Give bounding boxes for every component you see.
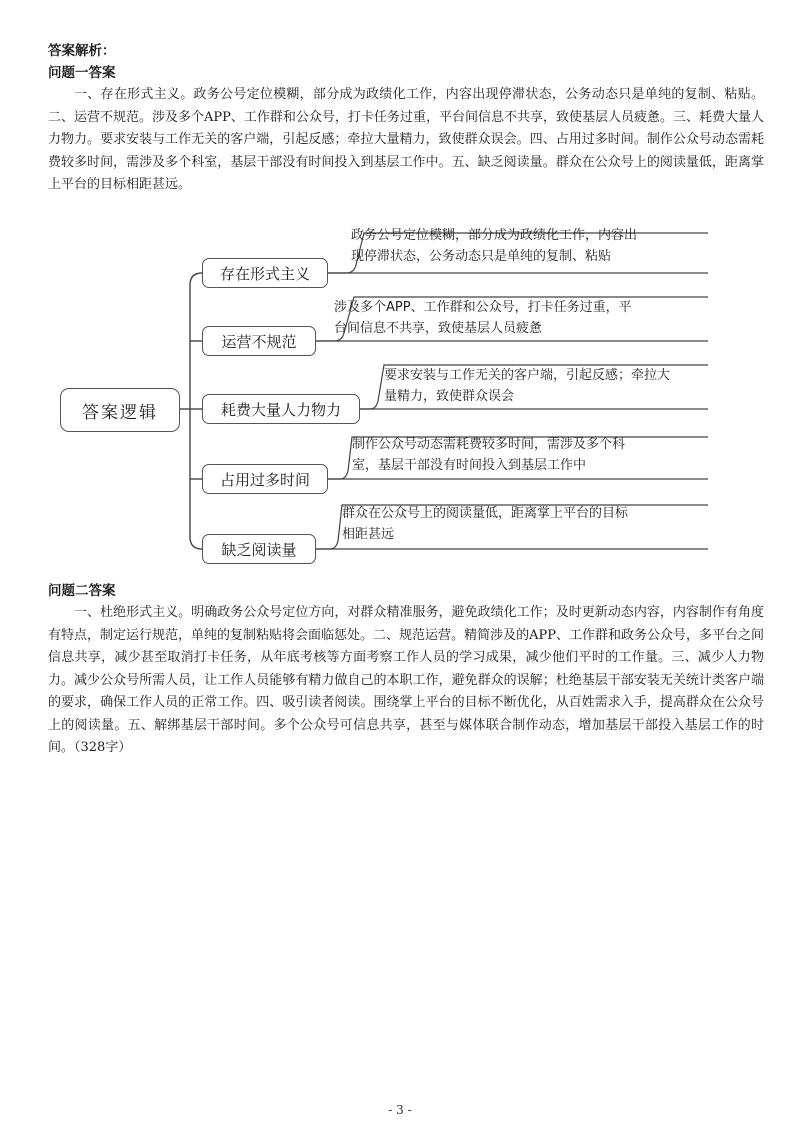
leaf-detail-resource-cost [384, 365, 670, 407]
leaf-line: 政务公号定位模糊，部分成为政绩化工作，内容出 [351, 228, 638, 243]
leaf-detail-low-readership [342, 503, 628, 545]
question-2-answer: 一、杜绝形式主义。明确政务公众号定位方向，对群众精准服务，避免政绩化工作；及时更新动态内容，内容制作有角度有特点，制定运行规范，单纯的复制粘贴将会面临惩处。二、规范运营。精简涉及的APP、工作群和政务公众号，多平台之间信息共享，减少甚至取消打卡任务，从年底考核等方面考察工作人员的学习成果，减少他们平时的工作量。三、减少人力物力。减少公众号所需人员，让工作人员能够有精力做自己的本职工作，避免群众的误解；杜绝基层干部安装无关统计类客户端的要求，确保工作人员的正常工作。四、吸引读者阅读。围绕掌上平台的目标不断优化，从百姓需求入手，提高群众在公众号上的阅读量。五、解绑基层干部时间。多个公众号可信息共享，甚至与媒体联合制作动态，增加基层干部投入基层工作的时间。（328字） [48, 605, 764, 755]
branch-node-low-readership: 缺乏阅读量 [202, 534, 316, 564]
question-1-answer: 一、存在形式主义。政务公号定位模糊，部分成为政绩化工作，内容出现停滞状态，公务动态只是单纯的复制、粘贴。二、运营不规范。涉及多个APP、工作群和公众号，打卡任务过重，平台间信息不共享，致使基层人员疲惫。三、耗费大量人力物力。要求安装与工作无关的客户端，引起反感；牵拉大量精力，致使群众误会。四、占用过多时间。制作公众号动态需耗费较多时间，需涉及多个科室，基层干部没有时间投入到基层工作中。五、缺乏阅读量。群众在公众号上的阅读量低，距离掌上平台的目标相距甚远。 [48, 87, 764, 192]
question-2-heading: 问题二答案 [48, 583, 116, 599]
leaf-line: 相距甚远 [342, 527, 395, 542]
mindmap-root-node: 答案逻辑 [60, 388, 180, 432]
leaf-detail-irregular-operation [334, 297, 632, 339]
leaf-line: 制作公众号动态需耗费较多时间，需涉及多个科 [352, 437, 626, 452]
leaf-line: 群众在公众号上的阅读量低，距离掌上平台的目标 [342, 506, 629, 521]
leaf-line: 台间信息不共享，致使基层人员疲惫 [334, 321, 543, 336]
leaf-detail-formalism [351, 225, 637, 267]
leaf-detail-time-consumption [352, 434, 625, 476]
leaf-line: 要求安装与工作无关的客户端，引起反感；牵拉大 [384, 368, 671, 383]
question-1-heading: 问题一答案 [48, 65, 116, 81]
leaf-line: 涉及多个APP、工作群和公众号，打卡任务过重，平 [334, 300, 632, 315]
branch-node-resource-cost: 耗费大量人力物力 [202, 394, 360, 424]
leaf-line: 室，基层干部没有时间投入到基层工作中 [352, 458, 587, 473]
document-body [48, 40, 764, 197]
branch-node-irregular-operation: 运营不规范 [202, 326, 316, 356]
answer-analysis-title: 答案解析： [48, 43, 116, 59]
leaf-line: 量精力，致使群众误会 [384, 389, 515, 404]
branch-node-time-consumption: 占用过多时间 [202, 464, 328, 494]
branch-node-formalism: 存在形式主义 [202, 258, 328, 288]
answer-logic-mindmap [58, 225, 718, 567]
document-body-part-2 [48, 580, 764, 760]
page-number: - 3 - [388, 1103, 412, 1117]
leaf-line: 现停滞状态，公务动态只是单纯的复制、粘贴 [351, 249, 612, 264]
